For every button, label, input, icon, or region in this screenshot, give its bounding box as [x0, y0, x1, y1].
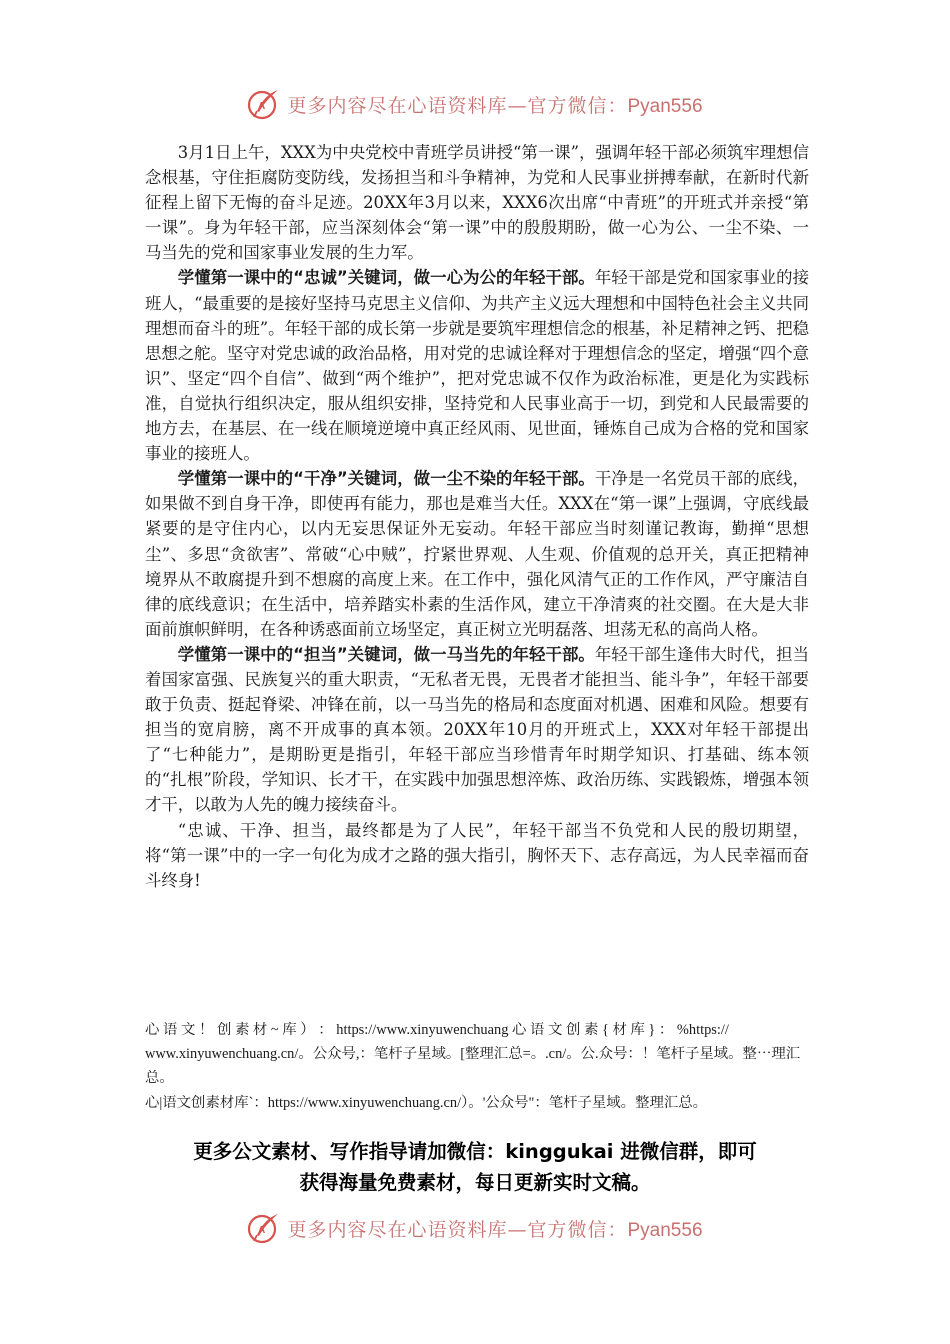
paragraph-heading: 学懂第一课中的“忠诚”关键词，做一心为公的年轻干部。 — [177, 268, 595, 288]
paragraph-text: 年轻干部生逢伟大时代，担当着国家富强、民族复兴的重大职责，“无私者无畏，无畏者才能担当、能斗争”，年轻干部要敢于负责、挺起脊梁、冲锋在前，以一马当先的格局和态度面对机遇、困难和风险。想要有担当的宽肩膀，离不开成事的真本领。20XX年10月的开班式上，XXX对年轻干部提出了“七种能力”，是期盼更是指引，年轻干部应当珍惜青年时期学知识、打基础、练本领的“扎根”阶段，学知识、长才干，在实践中加强思想淬炼、政治历练、实践锻炼，增强本领才干，以敢为人先的魄力接续奋斗。 — [145, 644, 810, 815]
paragraph-heading: 学懂第一课中的“干净”关键词，做一尘不染的年轻干部。 — [177, 469, 595, 489]
banner-label: 更多内容尽在心语资料库—官方微信： — [287, 94, 628, 117]
promo-notice — [120, 1136, 830, 1198]
source-note: 心 语 文 ！ 创 素 材 ~ 库 ） ： https://www.xinyuwenchuang 心 语 文 创 素 { 材 库 } ： %https:// www.xinyuwenchuang.cn/。公众号,：笔杆子星域。[整理汇总=。.cn/。公.众号：！笔杆子星域。整⋯理汇总。 — [145, 1022, 801, 1087]
svg-text:A: A — [258, 101, 266, 112]
footer-banner — [0, 1208, 950, 1248]
paragraph-text: “忠诚、干净、担当，最终都是为了人民”，年轻干部当不负党和人民的殷切期望，将“第一课”中的一字一句化为成才之路的强大指引，胸怀天下、志存高远，为人民幸福而奋斗终身! — [145, 820, 809, 890]
article-body — [145, 140, 809, 893]
paragraph-text: 干净是一名党员干部的底线，如果做不到自身干净，即使再有能力，那也是难当大任。XXX在“第一课”上强调，守底线最紧要的是守住内心，以内无妄思保证外无妄动。年轻干部应当时刻谨记教诲，勤掸“思想尘”、多思“贪欲害”、常破“心中贼”，拧紧世界观、人生观、价值观的总开关，真正把精神境界从不敢腐提升到不想腐的高度上来。在工作中，强化风清气正的工作作风，严守廉洁自律的底线意识；在生活中，培养踏实朴素的生活作风，建立干净清爽的社交圈。在大是大非面前旗帜鲜明，在各种诱惑面前立场坚定，真正树立光明磊落、坦荡无私的高尚人格。 — [145, 469, 810, 639]
source-notes — [145, 1018, 809, 1115]
paragraph-conclusion — [145, 818, 809, 893]
banner-text — [287, 91, 702, 118]
paragraph-loyalty — [145, 265, 809, 466]
banner-wechat-id: Pyan556 — [627, 95, 703, 117]
paragraph-text: 年轻干部是党和国家事业的接班人，“最重要的是接好坚持马克思主义信仰、为共产主义远大理想和中国特色社会主义共同理想而奋斗的班”。年轻干部的成长第一步就是要筑牢理想信念的根基，补足精神之钙、把稳思想之舵。坚守对党忠诚的政治品格，用对党的忠诚诠释对于理想信念的坚定，增强“四个意识”、坚定“四个自信”、做到“两个维护”，把对党忠诚不仅作为政治标准，更是化为实践标准，自觉执行组织决定，服从组织安排，坚持党和人民事业高于一切，到党和人民最需要的地方去，在基层、在一线在顺境逆境中真正经风雨、见世面，锤炼自己成为合格的党和国家事业的接班人。 — [145, 268, 810, 464]
paragraph-intro — [145, 140, 809, 265]
header-banner — [0, 84, 950, 124]
quill-pen-logo-icon — [247, 87, 281, 121]
banner-wechat-id: Pyan556 — [627, 1219, 703, 1241]
promo-line: 更多公文素材、写作指导请加微信：kinggukai 进微信群，即可 — [193, 1140, 757, 1163]
paragraph-text: 3月1日上午，XXX为中央党校中青班学员讲授“第一课”，强调年轻干部必须筑牢理想信念根基，守住拒腐防变防线，发扬担当和斗争精神，为党和人民事业拼搏奉献，在新时代新征程上留下无悔的奋斗足迹。20XX年3月以来，XXX6次出席“中青班”的开班式并亲授“第一课”。身为年轻干部，应当深刻体会“第一课”中的殷殷期盼，做一心为公、一尘不染、一马当先的党和国家事业发展的生力军。 — [145, 143, 809, 263]
promo-line: 获得海量免费素材，每日更新实时文稿。 — [299, 1171, 651, 1194]
paragraph-responsibility — [145, 642, 809, 818]
source-note: 心|语文创素材库`：https://www.xinyuwenchuang.cn/）。'公众号"：笔杆子星域。整理汇总。 — [145, 1094, 708, 1111]
quill-pen-logo-icon — [247, 1211, 281, 1245]
banner-text — [287, 1215, 702, 1242]
svg-text:A: A — [258, 1225, 266, 1236]
banner-label: 更多内容尽在心语资料库—官方微信： — [287, 1218, 628, 1241]
paragraph-clean — [145, 466, 809, 642]
paragraph-heading: 学懂第一课中的“担当”关键词，做一马当先的年轻干部。 — [177, 644, 595, 664]
